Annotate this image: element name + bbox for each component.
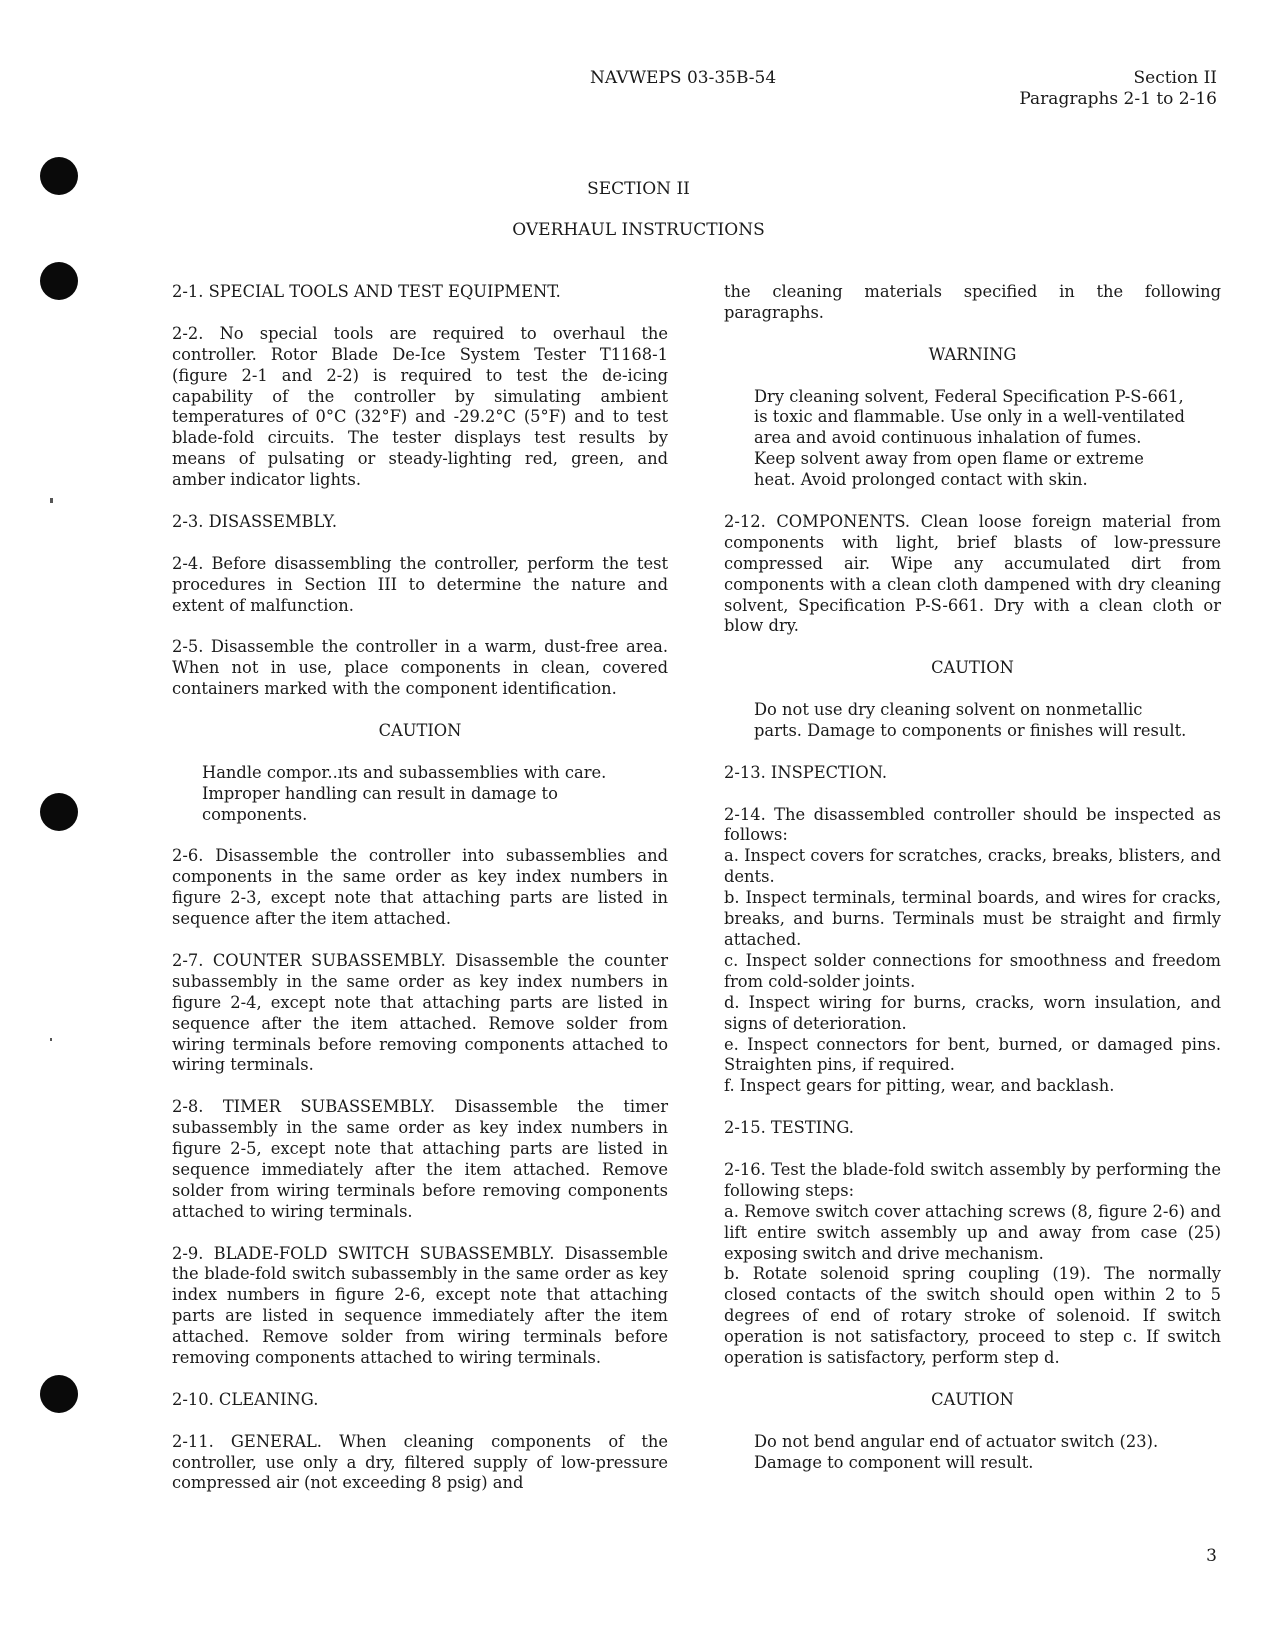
paragraph-2-12: 2-12. COMPONENTS. Clean loose foreign material from components with light, brief blasts of low-pressure compressed air. Wipe any accumulated dirt from components with a clean cloth dampened with dry cleaning solvent, Specification P-S-661. Dry with a clean cloth or blow dry. (724, 511, 1221, 636)
list-item: a. Inspect covers for scratches, cracks, breaks, blisters, and dents. (724, 846, 1221, 887)
warning-text: Dry cleaning solvent, Federal Specification P-S-661, is toxic and flammable. Use only in a well-ventilated area and avoid continuous inhalation of fumes. Keep solvent away from open flame or extreme heat. Avoid prolonged contact with skin. (754, 386, 1185, 490)
list-item: b. Rotate solenoid spring coupling (19). The normally closed contacts of the switch should open within 2 to 5 degrees of end of rotary stroke of solenoid. If switch operation is not satisfactory, proceed to step c. If switch operation is satisfactory, perform step d. (724, 1264, 1221, 1368)
caution-title: CAUTION (931, 658, 1014, 678)
paragraph-2-5: 2-5. Disassemble the controller in a warm, dust-free area. When not in use, place components in clean, covered containers marked with the component identification. (172, 637, 668, 699)
caution-title: CAUTION (931, 1389, 1014, 1409)
list-item: b. Inspect terminals, terminal boards, and wires for cracks, breaks, and burns. Terminals must be straight and firmly attached. (724, 888, 1221, 949)
testing-steps (724, 1202, 1221, 1369)
header-right (1019, 68, 1217, 110)
caution-text: Handle compor..ıts and subassemblies with care. Improper handling can result in damage to components. (202, 762, 607, 824)
list-item: d. Inspect wiring for burns, cracks, worn insulation, and signs of deterioration. (724, 992, 1221, 1033)
scan-speck (50, 1038, 52, 1041)
heading-2-13: 2-13. INSPECTION. (724, 762, 888, 782)
list-item: c. Inspect solder connections for smoothness and freedom from cold-solder joints. (724, 950, 1221, 991)
binder-hole (40, 262, 78, 300)
section-label: Section II (1133, 68, 1217, 88)
caution-text: Do not use dry cleaning solvent on nonmetallic parts. Damage to components or finishes will result. (754, 700, 1187, 740)
page-number: 3 (1206, 1546, 1217, 1566)
heading-2-1: 2-1. SPECIAL TOOLS AND TEST EQUIPMENT. (172, 282, 561, 301)
scan-speck (50, 498, 53, 503)
paragraph-2-9: 2-9. BLADE-FOLD SWITCH SUBASSEMBLY. Disassemble the blade-fold switch subassembly in the same order as key index numbers in figure 2-6, except note that attaching parts are listed in sequence immediately after the item attached. Remove solder from wiring terminals before removing components attached to wiring terminals. (172, 1243, 668, 1368)
paragraph-2-7: 2-7. COUNTER SUBASSEMBLY. Disassemble the counter subassembly in the same order as key index numbers in figure 2-4, except note that attaching parts are listed in sequence after the item attached. Remove solder from wiring terminals before removing components attached to wiring terminals. (172, 950, 668, 1075)
list-item: f. Inspect gears for pitting, wear, and backlash. (724, 1076, 1115, 1096)
section-subtitle: OVERHAUL INSTRUCTIONS (512, 220, 765, 240)
left-column (172, 282, 668, 1515)
right-column (724, 282, 1221, 1494)
caution-title: CAUTION (378, 720, 462, 740)
inspection-steps (724, 846, 1221, 1097)
caution-text: Do not bend angular end of actuator switch (23). Damage to component will result. (754, 1431, 1159, 1472)
list-item: a. Remove switch cover attaching screws (8, figure 2-6) and lift entire switch assembly up and away from case (25) exposing switch and drive mechanism. (724, 1201, 1221, 1263)
paragraph-2-6: 2-6. Disassemble the controller into subassemblies and components in the same order as key index numbers in figure 2-3, except note that attaching parts are listed in sequence after the item attached. (172, 846, 668, 929)
heading-2-15: 2-15. TESTING. (724, 1118, 854, 1138)
paragraph-2-8: 2-8. TIMER SUBASSEMBLY. Disassemble the timer subassembly in the same order as key index numbers in figure 2-5, except note that attaching parts are listed in sequence immediately after the item attached. Remove solder from wiring terminals before removing components attached to wiring terminals. (172, 1097, 668, 1221)
paragraph-2-2: 2-2. No special tools are required to overhaul the controller. Rotor Blade De-Ice System Tester T1168-1 (figure 2-1 and 2-2) is required to test the de-icing capability of the controller by simulating ambient temperatures of 0°C (32°F) and -29.2°C (5°F) and to test blade-fold circuits. The tester displays test results by means of pulsating or steady-lighting red, green, and amber indicator lights. (172, 323, 668, 490)
section-title: SECTION II (587, 179, 690, 199)
heading-2-3: 2-3. DISASSEMBLY. (172, 511, 338, 531)
paragraph-2-14: 2-14. The disassembled controller should be inspected as follows: (724, 804, 1221, 845)
binder-hole (40, 793, 78, 831)
heading-2-10: 2-10. CLEANING. (172, 1389, 319, 1409)
binder-hole (40, 1375, 78, 1413)
document-number: NAVWEPS 03-35B-54 (590, 68, 777, 88)
paragraph-range: Paragraphs 2-1 to 2-16 (1019, 89, 1217, 109)
paragraph-2-11: 2-11. GENERAL. When cleaning components of the controller, use only a dry, filtered supply of low-pressure compressed air (not exceeding 8 psig) and (172, 1431, 668, 1493)
paragraph-2-4: 2-4. Before disassembling the controller, perform the test procedures in Section III to determine the nature and extent of malfunction. (172, 553, 668, 615)
paragraph-2-11-continued: the cleaning materials specified in the following paragraphs. (724, 282, 1221, 322)
warning-title: WARNING (928, 344, 1017, 364)
list-item: e. Inspect connectors for bent, burned, or damaged pins. Straighten pins, if required. (724, 1034, 1221, 1075)
paragraph-2-16: 2-16. Test the blade-fold switch assembly by performing the following steps: (724, 1159, 1221, 1200)
